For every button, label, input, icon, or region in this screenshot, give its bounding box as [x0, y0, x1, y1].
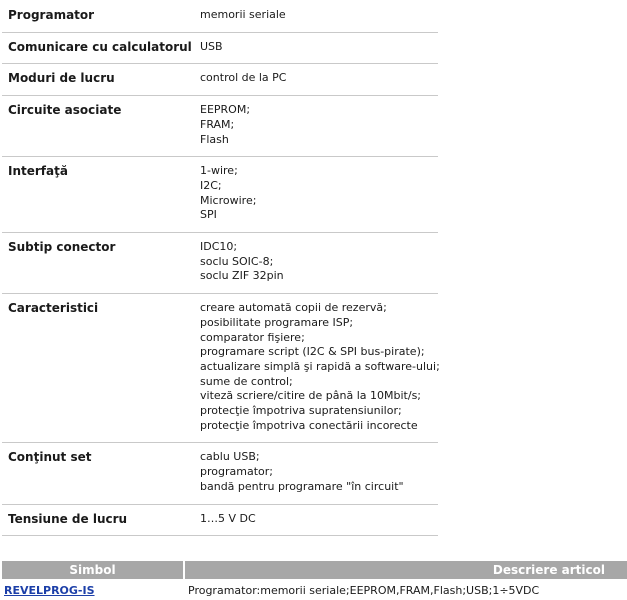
- description-column-header: Descriere articol: [184, 561, 627, 579]
- spec-value-line: protecţie împotriva conectării incorecte: [200, 418, 418, 432]
- spec-value-line: viteză scriere/citire de până la 10Mbit/s;: [200, 389, 422, 403]
- spec-value-line: sume de control;: [200, 374, 293, 388]
- spec-value: [194, 504, 438, 536]
- product-table-header: [2, 561, 627, 579]
- spec-row: [2, 32, 438, 64]
- spec-value-line: IDC10;: [200, 240, 238, 254]
- spec-value-line: Microwire;: [200, 193, 257, 207]
- spec-label: Circuite asociate: [2, 96, 194, 157]
- spec-table: [2, 1, 438, 536]
- spec-label: Moduri de lucru: [2, 64, 194, 96]
- spec-label: Tensiune de lucru: [2, 504, 194, 536]
- spec-table-body: [2, 1, 438, 536]
- spec-value-line: protecţie împotriva supratensiunilor;: [200, 404, 402, 418]
- spec-value-line: comparator fişiere;: [200, 330, 305, 344]
- spec-value-line: soclu ZIF 32pin: [200, 269, 284, 283]
- spec-value: [194, 443, 438, 504]
- spec-value-line: posibilitate programare ISP;: [200, 315, 354, 329]
- spec-value-line: SPI: [200, 208, 217, 222]
- spec-value: [194, 96, 438, 157]
- spec-value: [194, 233, 438, 294]
- spec-row: [2, 157, 438, 233]
- spec-value-line: cablu USB;: [200, 450, 260, 464]
- spec-value-line: FRAM;: [200, 117, 235, 131]
- spec-label: Caracteristici: [2, 294, 194, 443]
- spec-value-line: control de la PC: [200, 71, 287, 85]
- spec-row: [2, 96, 438, 157]
- spec-value-line: memorii seriale: [200, 8, 286, 21]
- spec-value-line: soclu SOIC-8;: [200, 254, 274, 268]
- spec-value-line: 1…5 V DC: [200, 511, 256, 525]
- spec-label: Comunicare cu calculatorul: [2, 32, 194, 64]
- spec-row: [2, 294, 438, 443]
- product-table: [2, 561, 627, 599]
- spec-value-line: creare automată copii de rezervă;: [200, 301, 387, 315]
- spec-value-line: bandă pentru programare "în circuit": [200, 479, 404, 493]
- spec-value-line: USB: [200, 39, 223, 53]
- product-description: Programator:memorii seriale;EEPROM,FRAM,Flash;USB;1÷5VDC: [188, 584, 540, 597]
- spec-value-line: programare script (I2C & SPI bus-pirate);: [200, 345, 425, 359]
- spec-row: [2, 504, 438, 536]
- spec-row: [2, 1, 438, 32]
- spec-value-line: I2C;: [200, 178, 222, 192]
- spec-value: [194, 32, 438, 64]
- symbol-column-header: Simbol: [2, 561, 184, 579]
- spec-row: [2, 233, 438, 294]
- spec-label: Programator: [2, 1, 194, 32]
- spec-label: Interfaţă: [2, 157, 194, 233]
- spec-value: [194, 157, 438, 233]
- spec-row: [2, 443, 438, 504]
- spec-value-line: EEPROM;: [200, 103, 251, 117]
- product-table-body: [2, 579, 627, 599]
- spec-label: Conţinut set: [2, 443, 194, 504]
- spec-value: [194, 1, 438, 32]
- spec-value-line: 1-wire;: [200, 164, 238, 178]
- product-symbol-link[interactable]: REVELPROG-IS: [4, 584, 95, 597]
- product-symbol-cell: [2, 579, 184, 599]
- spec-row: [2, 64, 438, 96]
- spec-value: [194, 294, 438, 443]
- spec-value-line: actualizare simplă şi rapidă a software-ului;: [200, 359, 440, 373]
- spec-label: Subtip conector: [2, 233, 194, 294]
- spec-value-line: programator;: [200, 465, 273, 479]
- spec-value-line: Flash: [200, 132, 229, 146]
- product-row: [2, 579, 627, 599]
- spec-value: [194, 64, 438, 96]
